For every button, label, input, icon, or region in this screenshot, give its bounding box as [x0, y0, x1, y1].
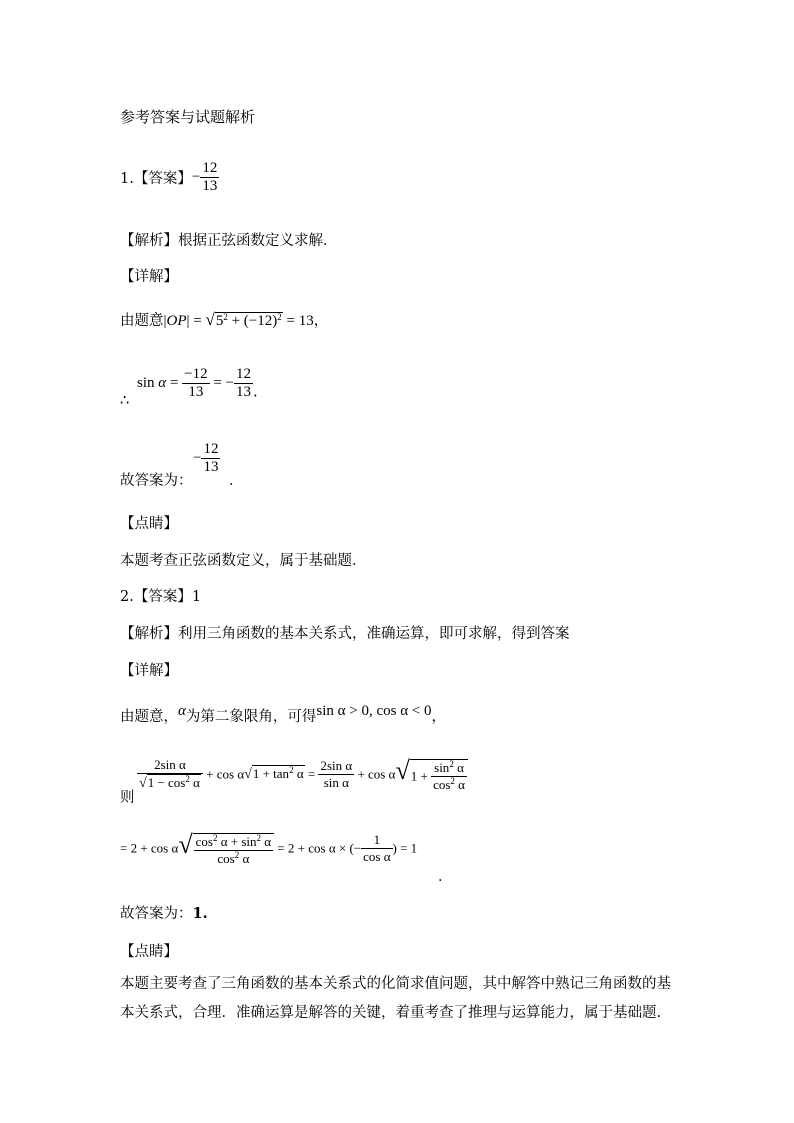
radicand-text: 1 + tan [252, 766, 290, 782]
minus: − [193, 450, 202, 466]
denominator [137, 773, 203, 792]
numerator-text: α + sin [217, 833, 257, 849]
q1-step2-fraction-2 [234, 366, 253, 401]
equals: = [189, 313, 206, 329]
q1-comment-heading: 【点睛】 [120, 516, 178, 532]
q1-conclusion-label: 故答案为： [120, 473, 193, 489]
radicand-text: α [189, 774, 200, 790]
q2-step3-suffix: ． [438, 869, 453, 885]
sqrt-icon: √ [178, 830, 193, 859]
q1-conclusion-fraction [201, 441, 220, 476]
denominator-text: α [454, 776, 465, 792]
abs-bar-open: | [163, 313, 167, 329]
radicand [193, 833, 274, 867]
exponent: 2 [277, 312, 282, 322]
period: ． [253, 384, 269, 400]
q2-analysis: 【解析】利用三角函数的基本关系式，准确运算，即可求解，得到答案 [120, 626, 570, 642]
radicand-text: 1 − cos [147, 774, 186, 790]
denominator-text: α [239, 850, 250, 866]
q2-fraction-2sin-over-sin [318, 758, 354, 791]
step3-end: ) = 1 [392, 840, 418, 856]
numerator-text: cos [195, 833, 213, 849]
q2-answer: 2.【答案】1 [120, 589, 202, 605]
exponent: 2 [289, 765, 294, 776]
numerator: −12 [184, 366, 208, 382]
equals-minus: = − [209, 375, 234, 391]
exponent: 2 [256, 832, 262, 843]
q1-answer-label: 1.【答案】 [120, 171, 192, 187]
denominator: 13 [236, 384, 251, 400]
radicand-text: 1 + [410, 768, 432, 784]
exponent: 2 [212, 832, 218, 843]
q1-answer-fraction [200, 160, 219, 195]
numerator: 12 [203, 441, 219, 457]
sqrt-icon: √ [139, 775, 147, 791]
q2-step3-formula [120, 830, 417, 867]
numerator-text: sin [434, 759, 450, 775]
q1-answer-denominator: 13 [202, 178, 218, 194]
numerator [194, 834, 273, 850]
q1-step1-prefix: 由题意 [120, 313, 164, 329]
exponent: 2 [450, 775, 455, 786]
numerator: 12 [236, 366, 251, 382]
q2-root-fraction [395, 756, 468, 792]
q1-step1-formula [163, 310, 314, 329]
q1-detail-heading: 【详解】 [120, 269, 178, 285]
q1-conclusion-value [193, 441, 220, 476]
denominator: 13 [203, 459, 219, 475]
sin-sq-over-cos-sq [431, 760, 467, 793]
q1-comment: 本题考查正弦函数定义，属于基础题． [120, 553, 367, 569]
alpha-symbol: α [178, 703, 186, 719]
numerator: 1 [373, 831, 381, 847]
radicand [410, 759, 468, 793]
alpha-symbol: α [158, 375, 167, 391]
sum-over-cos-sq [194, 834, 273, 867]
plus-cos: + cos α [354, 766, 396, 782]
denominator: 13 [182, 383, 209, 401]
exponent: 2 [234, 849, 240, 860]
numerator-text: α [261, 833, 272, 849]
q2-step1-text: 为第二象限角，可得 [185, 709, 317, 725]
plus-cos: + cos α [202, 766, 245, 782]
sqrt-icon: √ [244, 767, 252, 783]
step3-mid: = 2 + cos α × (− [274, 840, 362, 856]
therefore-symbol: ∴ [120, 393, 130, 409]
radicand-b: + (−12) [227, 313, 278, 329]
q1-step1 [120, 309, 328, 330]
denominator-text: cos [433, 776, 451, 792]
q2-comment: 本题主要考查了三角函数的基本关系式的化简求值问题，其中解答中熟记三角函数的基本关系式，合理．准确运算是解答的关键，着重考查了推理与运算能力，属于基础题. [120, 976, 671, 1021]
one-over-cos [361, 832, 392, 865]
q1-step1-suffix: ， [313, 313, 329, 329]
q2-detail-heading: 【详解】 [120, 663, 178, 679]
q2-fraction-2sin-over-root [137, 757, 203, 792]
q2-conclusion [120, 902, 208, 923]
equals: = [304, 766, 319, 782]
op-symbol: OP [166, 313, 187, 329]
q1-step2-fraction-1 [182, 366, 209, 401]
sqrt-icon: √ [205, 310, 215, 329]
equals: = [166, 375, 183, 391]
radicand [252, 765, 305, 782]
denominator: sin α [318, 774, 354, 791]
q2-step2-formula [137, 756, 468, 793]
numerator-text: α [453, 759, 464, 775]
q2-comment-heading: 【点睛】 [120, 944, 178, 960]
radicand-a: 5 [215, 313, 224, 329]
q2-step1 [120, 705, 446, 726]
numerator: 2sin α [320, 757, 353, 773]
q2-root-tan [244, 766, 304, 781]
exponent: 2 [223, 312, 228, 322]
sin-function: sin [137, 375, 155, 391]
q1-answer-numerator: 12 [202, 160, 218, 176]
abs-bar-close: | [186, 313, 190, 329]
denominator [431, 776, 467, 793]
q1-answer [120, 160, 219, 195]
denominator: cos α [363, 848, 391, 864]
numerator: 2sin α [154, 756, 186, 772]
q1-analysis: 【解析】根据正弦函数定义求解． [120, 233, 338, 249]
q1-answer-minus: − [191, 169, 201, 185]
q2-sign-condition: sin α > 0, cos α < 0 [316, 703, 432, 719]
q2-step1-suffix: ， [431, 709, 447, 725]
denominator [194, 850, 273, 867]
q1-conclusion-suffix: ． [229, 473, 244, 489]
radicand [147, 774, 201, 791]
sqrt-icon: √ [395, 756, 410, 785]
step3-start: = 2 + cos α [120, 840, 179, 856]
exponent: 2 [185, 773, 190, 784]
q2-conclusion-value: 1. [192, 905, 208, 922]
numerator [431, 760, 467, 776]
q2-conclusion-label: 故答案为： [120, 906, 193, 922]
radicand-text: α [293, 766, 304, 782]
exponent: 2 [449, 758, 454, 769]
q2-step1-prefix: 由题意， [120, 709, 178, 725]
result: = 13 [282, 313, 314, 329]
q1-radicand [215, 312, 283, 330]
q2-step2-prefix: 则 [120, 790, 135, 806]
denominator-text: cos [217, 850, 235, 866]
q1-step2-formula [137, 366, 268, 401]
q2-root-sum-fraction [178, 830, 274, 866]
page-title: 参考答案与试题解析 [120, 108, 256, 126]
